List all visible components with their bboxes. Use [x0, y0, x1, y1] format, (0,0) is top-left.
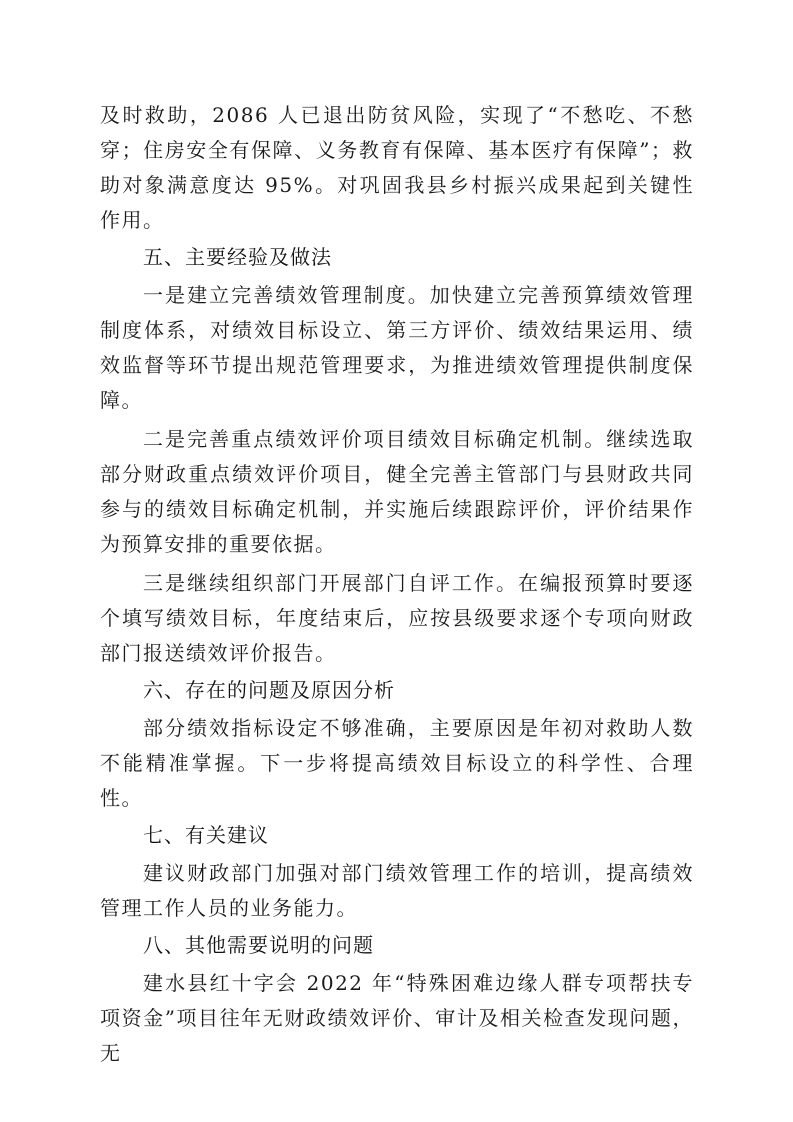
paragraph-other: 建水县红十字会 2022 年“特殊困难边缘人群专项帮扶专项资金”项目往年无财政绩效评价、审计及相关检查发现问题，无	[100, 971, 694, 1065]
section-heading-experience: 五、主要经验及做法	[143, 245, 332, 269]
section-heading-other: 八、其他需要说明的问题	[143, 933, 374, 957]
paragraph-experience-2: 二是完善重点绩效评价项目绩效目标确定机制。继续选取部分财政重点绩效评价项目，健全完善主管部门与县财政共同参与的绩效目标确定机制，并实施后续跟踪评价，评价结果作为预算安排的重要依据。	[100, 427, 694, 556]
paragraph-problems: 部分绩效指标设定不够准确，主要原因是年初对救助人数不能精准掌握。下一步将提高绩效目标设立的科学性、合理性。	[100, 716, 694, 810]
paragraph-results-continued: 及时救助，2086 人已退出防贫风险，实现了“不愁吃、不愁穿；住房安全有保障、义务教育有保障、基本医疗有保障”；救助对象满意度达 95%。对巩固我县乡村振兴成果起到关键性作用。	[100, 103, 694, 232]
paragraph-suggestions: 建议财政部门加强对部门绩效管理工作的培训，提高绩效管理工作人员的业务能力。	[100, 861, 694, 920]
document-body	[100, 98, 694, 1071]
section-heading-suggestions: 七、有关建议	[143, 823, 269, 847]
section-heading-problems: 六、存在的问题及原因分析	[143, 678, 395, 702]
paragraph-experience-1: 一是建立完善绩效管理制度。加快建立完善预算绩效管理制度体系，对绩效目标设立、第三方评价、绩效结果运用、绩效监督等环节提出规范管理要求，为推进绩效管理提供制度保障。	[100, 283, 694, 412]
paragraph-experience-3: 三是继续组织部门开展部门自评工作。在编报预算时要逐个填写绩效目标，年度结束后，应按县级要求逐个专项向财政部门报送绩效评价报告。	[100, 571, 694, 665]
